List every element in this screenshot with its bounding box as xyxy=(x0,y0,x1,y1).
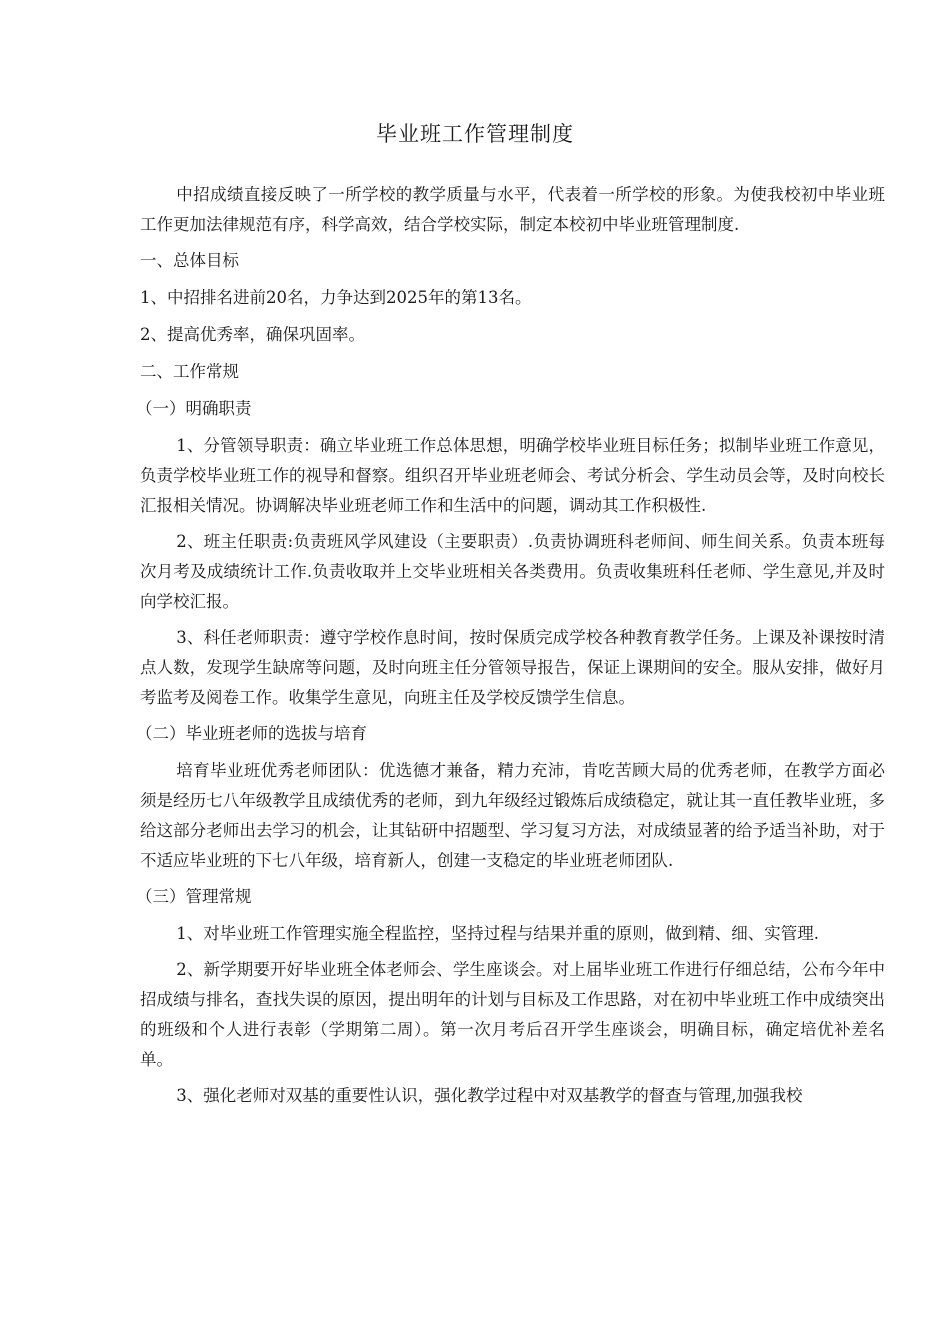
selection-paragraph: 培育毕业班优秀老师团队：优选德才兼备，精力充沛，肯吃苦顾大局的优秀老师，在教学方面必须是经历七八年级教学且成绩优秀的老师，到九年级经过锻炼后成绩稳定，就让其一直任教毕业班，多给这部分老师出去学习的机会，让其钻研中招题型、学习复习方法，对成绩显著的给予适当补助，对于不适应毕业班的下七八年级，培育新人，创建一支稳定的毕业班老师团队. xyxy=(140,761,885,870)
duty-paragraph: 2、班主任职责:负责班风学风建设（主要职责）.负责协调班科老师间、师生间关系。负责本班每次月考及成绩统计工作.负责收取并上交毕业班相关各类费用。负责收集班科任老师、学生意见,并及时向学校汇报。 xyxy=(140,532,885,611)
document-title: 毕业班工作管理制度 xyxy=(376,122,574,146)
subsection-heading-duties: （一）明确职责 xyxy=(136,399,252,418)
management-paragraph: 1、对毕业班工作管理实施全程监控，坚持过程与结果并重的原则，做到精、细、实管理. xyxy=(176,924,820,943)
intro-paragraph: 中招成绩直接反映了一所学校的教学质量与水平，代表着一所学校的形象。为使我校初中毕业班工作更加法律规范有序，科学高效，结合学校实际，制定本校初中毕业班管理制度. xyxy=(140,185,885,234)
subsection-heading-management: （三）管理常规 xyxy=(136,887,252,906)
duty-paragraph: 3、科任老师职责：遵守学校作息时间，按时保质完成学校各种教育教学任务。上课及补课按时清点人数，发现学生缺席等问题，及时向班主任分管领导报告，保证上课期间的安全。服从安排，做好月考监考及阅卷工作。收集学生意见，向班主任及学校反馈学生信息。 xyxy=(140,628,885,707)
management-paragraph: 2、新学期要开好毕业班全体老师会、学生座谈会。对上届毕业班工作进行仔细总结，公布今年中招成绩与排名，查找失误的原因，提出明年的计划与目标及工作思路，对在初中毕业班工作中成绩突出的班级和个人进行表彰（学期第二周）。第一次月考后召开学生座谈会，明确目标，确定培优补差名单。 xyxy=(140,960,885,1069)
section-heading-goals: 一、总体目标 xyxy=(140,251,239,270)
duty-paragraph: 1、分管领导职责：确立毕业班工作总体思想，明确学校毕业班目标任务；拟制毕业班工作意见，负责学校毕业班工作的视导和督察。组织召开毕业班老师会、考试分析会、学生动员会等，及时向校长汇报相关情况。协调解决毕业班老师工作和生活中的问题，调动其工作积极性. xyxy=(140,436,885,515)
subsection-heading-selection: （二）毕业班老师的选拔与培育 xyxy=(136,724,367,743)
management-paragraph: 3、强化老师对双基的重要性认识，强化教学过程中对双基教学的督查与管理,加强我校 xyxy=(176,1086,803,1105)
section-heading-routine: 二、工作常规 xyxy=(140,362,239,381)
goal-item: 2、提高优秀率，确保巩固率。 xyxy=(140,325,365,344)
document-body xyxy=(136,180,885,1117)
goal-item: 1、中招排名进前20名，力争达到2025年的第13名。 xyxy=(140,288,532,307)
